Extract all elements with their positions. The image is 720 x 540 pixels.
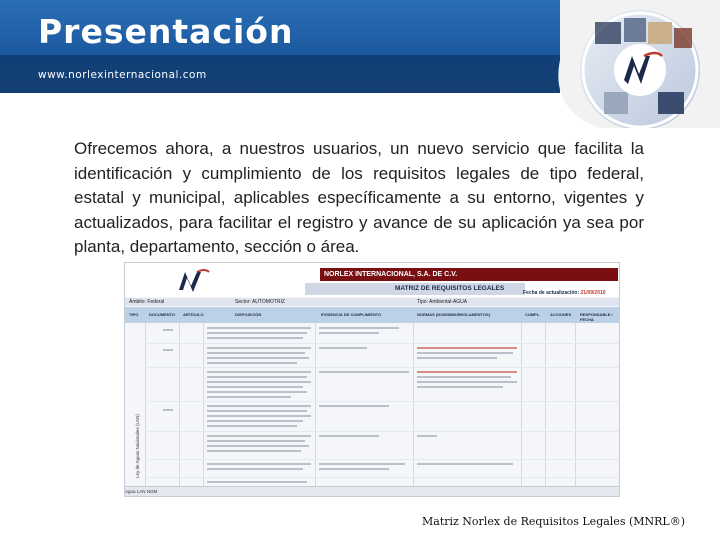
page-title: Presentación bbox=[38, 12, 294, 51]
law-side-label: Ley de Aguas Nacionales (LAN) bbox=[135, 414, 140, 478]
col-responsable: RESPONSABLE / FECHA bbox=[580, 312, 613, 322]
company-name-bar: NORLEX INTERNACIONAL, S.A. DE C.V. bbox=[320, 268, 618, 281]
col-disposicion: DISPOSICIÓN bbox=[235, 312, 262, 317]
sector-label: Sector: AUTOMOTRIZ bbox=[235, 299, 285, 305]
header-bar bbox=[0, 0, 560, 93]
col-normas: NORMAS (NOM/NMX/REGLAMENTOS) bbox=[417, 312, 491, 317]
update-date: Fecha de actualización: 21/09/2010 bbox=[523, 290, 606, 296]
matrix-caption: Matriz Norlex de Requisitos Legales (MNRL®) bbox=[422, 515, 686, 528]
table-body bbox=[125, 323, 619, 488]
collage-decoration bbox=[540, 0, 720, 128]
col-tipo: TIPO bbox=[129, 312, 139, 317]
intro-paragraph: Ofrecemos ahora, a nuestros usuarios, un nuevo servicio que facilita la identificación y cumplimiento de los requisitos legales de tipo federal, estatal y municipal, aplicables específicamente a su entorno, vigentes y actualizados, para facilitar el registro y avance de su aplicación ya sea por planta, departamento, sección o área. bbox=[74, 139, 644, 256]
col-articulo: ARTÍCULO bbox=[183, 312, 204, 317]
col-acciones: ACCIONES bbox=[550, 312, 572, 317]
website-url[interactable]: www.norlexinternacional.com bbox=[38, 69, 207, 81]
tipo-label: Tipo: Ambiental-AGUA bbox=[417, 299, 468, 305]
table-header bbox=[125, 307, 619, 323]
col-cumplimiento: CUMPL. bbox=[525, 312, 541, 317]
filter-row bbox=[125, 298, 619, 306]
col-evidencia: EVIDENCIA DE CUMPLIMIENTO bbox=[321, 312, 382, 317]
norlex-mini-logo-icon bbox=[173, 266, 213, 294]
matrix-title-bar: MATRIZ DE REQUISITOS LEGALES bbox=[305, 283, 525, 295]
sheet-tabs[interactable]: Agua LAN NOM bbox=[125, 486, 619, 496]
col-documento: DOCUMENTO bbox=[149, 312, 176, 317]
ambito-label: Ámbito: Federal bbox=[129, 299, 165, 305]
matrix-screenshot bbox=[124, 262, 620, 497]
